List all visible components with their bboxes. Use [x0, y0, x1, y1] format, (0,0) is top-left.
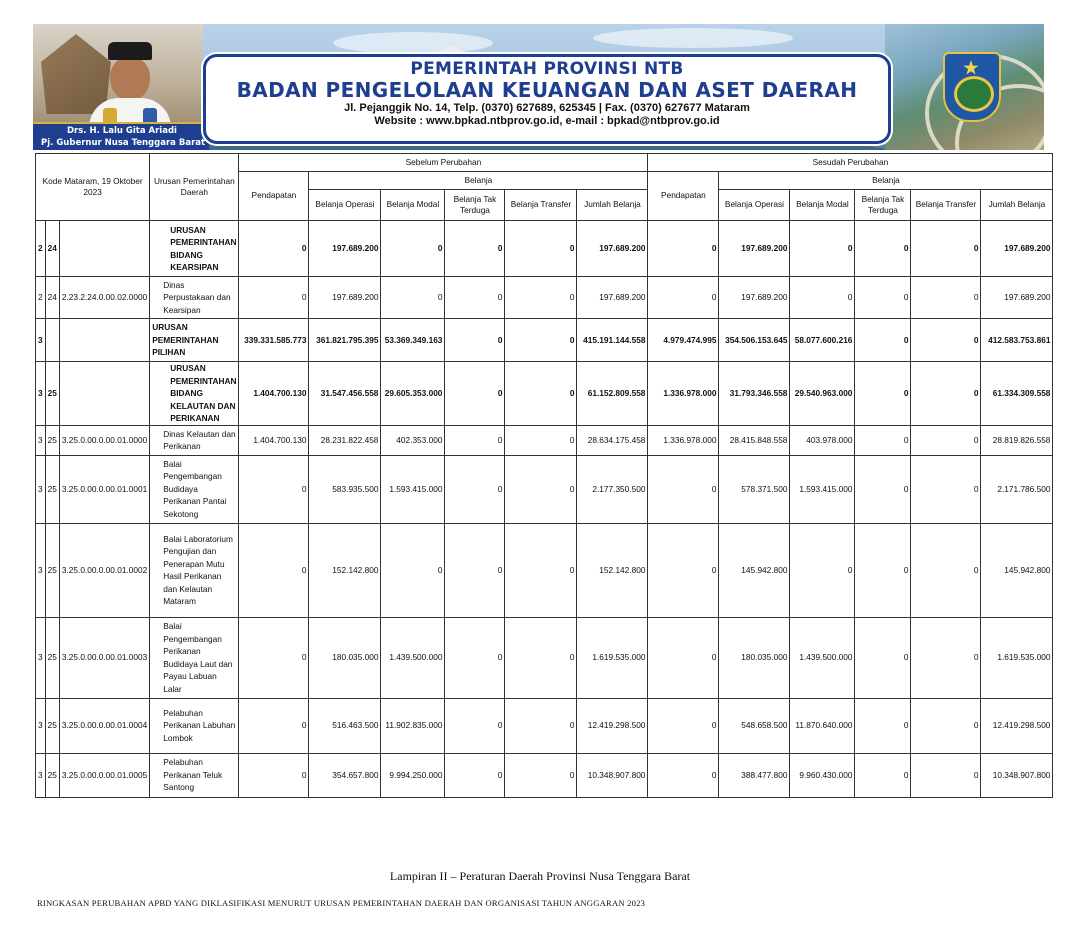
kode-urusan: 2 [36, 277, 46, 319]
belanja-transfer-sesudah: 0 [911, 319, 981, 362]
belanja-tak-terduga-sebelum: 0 [445, 362, 505, 426]
belanja-operasi-sebelum: 361.821.795.395 [309, 319, 381, 362]
pendapatan-sesudah: 0 [648, 753, 719, 797]
belanja-operasi-sesudah: 388.477.800 [719, 753, 790, 797]
pendapatan-sebelum: 0 [239, 221, 309, 277]
jumlah-belanja-sesudah: 145.942.800 [981, 523, 1053, 617]
urusan-name: Pelabuhan Perikanan Labuhan Lombok [150, 698, 239, 753]
belanja-tak-terduga-sesudah: 0 [855, 455, 911, 523]
col-header-belanja-transfer: Belanja Transfer [505, 190, 577, 221]
table-row [36, 523, 1053, 617]
kode-bidang: 25 [45, 425, 59, 455]
pendapatan-sesudah: 0 [648, 455, 719, 523]
belanja-tak-terduga-sesudah: 0 [855, 523, 911, 617]
belanja-operasi-sesudah: 145.942.800 [719, 523, 790, 617]
belanja-operasi-sesudah: 197.689.200 [719, 277, 790, 319]
belanja-transfer-sesudah: 0 [911, 221, 981, 277]
belanja-transfer-sebelum: 0 [505, 523, 577, 617]
belanja-modal-sesudah: 0 [790, 221, 855, 277]
belanja-operasi-sebelum: 152.142.800 [309, 523, 381, 617]
belanja-operasi-sebelum: 180.035.000 [309, 617, 381, 698]
jumlah-belanja-sebelum: 197.689.200 [577, 221, 648, 277]
kode-urusan: 3 [36, 455, 46, 523]
jumlah-belanja-sebelum: 1.619.535.000 [577, 617, 648, 698]
kode-bidang: 25 [45, 523, 59, 617]
belanja-tak-terduga-sebelum: 0 [445, 319, 505, 362]
belanja-tak-terduga-sebelum: 0 [445, 698, 505, 753]
header-row-1 [36, 154, 1053, 172]
jumlah-belanja-sesudah: 197.689.200 [981, 221, 1053, 277]
urusan-name: Balai Laboratorium Pengujian dan Penerapan Mutu Hasil Perikanan dan Kelautan Mataram [150, 523, 239, 617]
belanja-modal-sebelum: 0 [381, 277, 445, 319]
kode-bidang: 25 [45, 698, 59, 753]
kode-urusan: 3 [36, 753, 46, 797]
belanja-transfer-sebelum: 0 [505, 617, 577, 698]
belanja-tak-terduga-sebelum: 0 [445, 277, 505, 319]
belanja-modal-sesudah: 403.978.000 [790, 425, 855, 455]
table-row [36, 698, 1053, 753]
kode-urusan: 3 [36, 617, 46, 698]
kode-urusan: 3 [36, 362, 46, 426]
table-row [36, 425, 1053, 455]
belanja-transfer-sesudah: 0 [911, 455, 981, 523]
col-header-belanja-tak-terduga: Belanja Tak Terduga [445, 190, 505, 221]
pendapatan-sesudah: 0 [648, 617, 719, 698]
belanja-modal-sesudah: 1.593.415.000 [790, 455, 855, 523]
belanja-modal-sebelum: 53.369.349.163 [381, 319, 445, 362]
belanja-transfer-sebelum: 0 [505, 425, 577, 455]
col-header-belanja-sesudah: Belanja [719, 172, 1053, 190]
official-caption [33, 122, 209, 150]
belanja-operasi-sebelum: 197.689.200 [309, 277, 381, 319]
belanja-modal-sesudah: 29.540.963.000 [790, 362, 855, 426]
belanja-tak-terduga-sesudah: 0 [855, 362, 911, 426]
col-header-sesudah: Sesudah Perubahan [648, 154, 1053, 172]
kode-bidang: 24 [45, 221, 59, 277]
table-row [36, 319, 1053, 362]
budget-table [35, 153, 1053, 798]
urusan-name: Balai Pengembangan Budidaya Perikanan Pantai Sekotong [150, 455, 239, 523]
kode-urusan: 3 [36, 523, 46, 617]
belanja-tak-terduga-sebelum: 0 [445, 617, 505, 698]
belanja-transfer-sebelum: 0 [505, 362, 577, 426]
belanja-operasi-sebelum: 354.657.800 [309, 753, 381, 797]
belanja-operasi-sebelum: 28.231.822.458 [309, 425, 381, 455]
col-header-pendapatan-sesudah: Pendapatan [648, 172, 719, 221]
belanja-operasi-sebelum: 31.547.456.558 [309, 362, 381, 426]
pendapatan-sebelum: 0 [239, 698, 309, 753]
belanja-operasi-sesudah: 197.689.200 [719, 221, 790, 277]
kode-organisasi: 3.25.0.00.0.00.01.0005 [59, 753, 149, 797]
jumlah-belanja-sesudah: 197.689.200 [981, 277, 1053, 319]
col-header-urusan: Urusan Pemerintahan Daerah [150, 154, 239, 221]
belanja-modal-sebelum: 402.353.000 [381, 425, 445, 455]
kode-urusan: 3 [36, 319, 46, 362]
belanja-modal-sebelum: 9.994.250.000 [381, 753, 445, 797]
belanja-transfer-sesudah: 0 [911, 425, 981, 455]
kode-organisasi: 3.25.0.00.0.00.01.0000 [59, 425, 149, 455]
jumlah-belanja-sebelum: 61.152.809.558 [577, 362, 648, 426]
kode-organisasi [59, 362, 149, 426]
urusan-name: URUSAN PEMERINTAHAN BIDANG KEARSIPAN [150, 221, 239, 277]
belanja-tak-terduga-sesudah: 0 [855, 425, 911, 455]
belanja-transfer-sebelum: 0 [505, 319, 577, 362]
belanja-transfer-sebelum: 0 [505, 698, 577, 753]
ringkasan-caption: RINGKASAN PERUBAHAN APBD YANG DIKLASIFIKASI MENURUT URUSAN PEMERINTAHAN DAERAH DAN ORGANISASI TAHUN ANGGARAN 2023 [37, 898, 646, 908]
belanja-tak-terduga-sesudah: 0 [855, 753, 911, 797]
jumlah-belanja-sebelum: 2.177.350.500 [577, 455, 648, 523]
kode-organisasi: 2.23.2.24.0.00.02.0000 [59, 277, 149, 319]
kode-bidang: 25 [45, 455, 59, 523]
kode-bidang: 25 [45, 753, 59, 797]
belanja-tak-terduga-sebelum: 0 [445, 455, 505, 523]
pendapatan-sebelum: 0 [239, 753, 309, 797]
belanja-modal-sesudah: 11.870.640.000 [790, 698, 855, 753]
urusan-name: Dinas Perpustakaan dan Kearsipan [150, 277, 239, 319]
kode-urusan: 3 [36, 425, 46, 455]
belanja-operasi-sesudah: 354.506.153.645 [719, 319, 790, 362]
kode-organisasi: 3.25.0.00.0.00.01.0004 [59, 698, 149, 753]
pendapatan-sebelum: 0 [239, 523, 309, 617]
belanja-operasi-sesudah: 180.035.000 [719, 617, 790, 698]
belanja-transfer-sesudah: 0 [911, 523, 981, 617]
belanja-transfer-sebelum: 0 [505, 455, 577, 523]
col-header-belanja-operasi: Belanja Operasi [309, 190, 381, 221]
belanja-transfer-sesudah: 0 [911, 362, 981, 426]
belanja-tak-terduga-sesudah: 0 [855, 319, 911, 362]
pendapatan-sesudah: 0 [648, 277, 719, 319]
belanja-modal-sesudah: 0 [790, 523, 855, 617]
belanja-tak-terduga-sebelum: 0 [445, 523, 505, 617]
col-header-pendapatan-sebelum: Pendapatan [239, 172, 309, 221]
official-name: Drs. H. Lalu Gita Ariadi [67, 126, 177, 136]
belanja-operasi-sesudah: 578.371.500 [719, 455, 790, 523]
kode-bidang: 24 [45, 277, 59, 319]
jumlah-belanja-sebelum: 197.689.200 [577, 277, 648, 319]
kode-urusan: 2 [36, 221, 46, 277]
jumlah-belanja-sesudah: 10.348.907.800 [981, 753, 1053, 797]
kode-organisasi [59, 319, 149, 362]
col-header-jumlah-belanja: Jumlah Belanja [981, 190, 1053, 221]
belanja-modal-sebelum: 0 [381, 523, 445, 617]
belanja-operasi-sebelum: 516.463.500 [309, 698, 381, 753]
kode-organisasi [59, 221, 149, 277]
belanja-modal-sebelum: 1.439.500.000 [381, 617, 445, 698]
jumlah-belanja-sebelum: 10.348.907.800 [577, 753, 648, 797]
belanja-modal-sesudah: 58.077.600.216 [790, 319, 855, 362]
urusan-name: URUSAN PEMERINTAHAN PILIHAN [150, 319, 239, 362]
table-row [36, 455, 1053, 523]
kode-organisasi: 3.25.0.00.0.00.01.0001 [59, 455, 149, 523]
belanja-transfer-sebelum: 0 [505, 753, 577, 797]
pendapatan-sebelum: 0 [239, 277, 309, 319]
belanja-tak-terduga-sebelum: 0 [445, 753, 505, 797]
col-header-belanja-sebelum: Belanja [309, 172, 648, 190]
jumlah-belanja-sebelum: 152.142.800 [577, 523, 648, 617]
col-header-kode: Kode Mataram, 19 Oktober 2023 [36, 154, 150, 221]
belanja-operasi-sebelum: 583.935.500 [309, 455, 381, 523]
belanja-operasi-sesudah: 28.415.848.558 [719, 425, 790, 455]
table-row [36, 362, 1053, 426]
belanja-operasi-sesudah: 31.793.346.558 [719, 362, 790, 426]
jumlah-belanja-sesudah: 412.583.753.861 [981, 319, 1053, 362]
belanja-modal-sesudah: 0 [790, 277, 855, 319]
jumlah-belanja-sesudah: 2.171.786.500 [981, 455, 1053, 523]
belanja-transfer-sesudah: 0 [911, 277, 981, 319]
kode-bidang: 25 [45, 362, 59, 426]
col-header-belanja-operasi: Belanja Operasi [719, 190, 790, 221]
jumlah-belanja-sebelum: 12.419.298.500 [577, 698, 648, 753]
belanja-transfer-sesudah: 0 [911, 753, 981, 797]
kode-organisasi: 3.25.0.00.0.00.01.0003 [59, 617, 149, 698]
col-header-sebelum: Sebelum Perubahan [239, 154, 648, 172]
belanja-transfer-sebelum: 0 [505, 221, 577, 277]
belanja-transfer-sesudah: 0 [911, 617, 981, 698]
pendapatan-sesudah: 1.336.978.000 [648, 362, 719, 426]
table-row [36, 221, 1053, 277]
col-header-jumlah-belanja: Jumlah Belanja [577, 190, 648, 221]
lampiran-caption: Lampiran II – Peraturan Daerah Provinsi Nusa Tenggara Barat [389, 869, 691, 883]
header-address: Jl. Pejanggik No. 14, Telp. (0370) 627689, 625345 | Fax. (0370) 627677 Mataram [344, 102, 750, 114]
belanja-tak-terduga-sesudah: 0 [855, 277, 911, 319]
belanja-tak-terduga-sesudah: 0 [855, 221, 911, 277]
belanja-tak-terduga-sebelum: 0 [445, 425, 505, 455]
ntb-emblem-icon [943, 52, 1001, 122]
belanja-modal-sesudah: 9.960.430.000 [790, 753, 855, 797]
kode-urusan: 3 [36, 698, 46, 753]
table-row [36, 617, 1053, 698]
jumlah-belanja-sebelum: 28.634.175.458 [577, 425, 648, 455]
official-title: Pj. Gubernur Nusa Tenggara Barat [41, 138, 206, 148]
belanja-modal-sesudah: 1.439.500.000 [790, 617, 855, 698]
col-header-belanja-tak-terduga: Belanja Tak Terduga [855, 190, 911, 221]
urusan-name: Dinas Kelautan dan Perikanan [150, 425, 239, 455]
pendapatan-sebelum: 0 [239, 617, 309, 698]
urusan-name: Balai Pengembangan Perikanan Budidaya Laut dan Payau Labuan Lalar [150, 617, 239, 698]
belanja-modal-sebelum: 1.593.415.000 [381, 455, 445, 523]
belanja-modal-sebelum: 0 [381, 221, 445, 277]
pendapatan-sesudah: 0 [648, 523, 719, 617]
jumlah-belanja-sesudah: 28.819.826.558 [981, 425, 1053, 455]
pendapatan-sebelum: 1.404.700.130 [239, 425, 309, 455]
kode-bidang: 25 [45, 617, 59, 698]
pendapatan-sebelum: 0 [239, 455, 309, 523]
pendapatan-sebelum: 1.404.700.130 [239, 362, 309, 426]
belanja-tak-terduga-sebelum: 0 [445, 221, 505, 277]
urusan-name: URUSAN PEMERINTAHAN BIDANG KELAUTAN DAN PERIKANAN [150, 362, 239, 426]
pendapatan-sesudah: 4.979.474.995 [648, 319, 719, 362]
header-title-agency: BADAN PENGELOLAAN KEUANGAN DAN ASET DAERAH [236, 78, 858, 102]
jumlah-belanja-sesudah: 1.619.535.000 [981, 617, 1053, 698]
belanja-tak-terduga-sesudah: 0 [855, 617, 911, 698]
belanja-operasi-sebelum: 197.689.200 [309, 221, 381, 277]
belanja-modal-sebelum: 29.605.353.000 [381, 362, 445, 426]
belanja-transfer-sesudah: 0 [911, 698, 981, 753]
pendapatan-sesudah: 0 [648, 221, 719, 277]
jumlah-belanja-sebelum: 415.191.144.558 [577, 319, 648, 362]
urusan-name: Pelabuhan Perikanan Teluk Santong [150, 753, 239, 797]
pendapatan-sesudah: 1.336.978.000 [648, 425, 719, 455]
jumlah-belanja-sesudah: 61.334.309.558 [981, 362, 1053, 426]
header-website: Website : www.bpkad.ntbprov.go.id, e-mail : bpkad@ntbprov.go.id [374, 115, 720, 127]
belanja-modal-sebelum: 11.902.835.000 [381, 698, 445, 753]
jumlah-belanja-sesudah: 12.419.298.500 [981, 698, 1053, 753]
header-title-province: PEMERINTAH PROVINSI NTB [410, 59, 684, 79]
letterhead-banner [33, 24, 1044, 150]
belanja-transfer-sebelum: 0 [505, 277, 577, 319]
kode-organisasi: 3.25.0.00.0.00.01.0002 [59, 523, 149, 617]
pendapatan-sebelum: 339.331.585.773 [239, 319, 309, 362]
col-header-belanja-modal: Belanja Modal [381, 190, 445, 221]
col-header-belanja-modal: Belanja Modal [790, 190, 855, 221]
pendapatan-sesudah: 0 [648, 698, 719, 753]
col-header-belanja-transfer: Belanja Transfer [911, 190, 981, 221]
belanja-tak-terduga-sesudah: 0 [855, 698, 911, 753]
letterhead-title-box [203, 54, 891, 144]
belanja-operasi-sesudah: 548.658.500 [719, 698, 790, 753]
table-row [36, 753, 1053, 797]
kode-bidang [45, 319, 59, 362]
table-row [36, 277, 1053, 319]
